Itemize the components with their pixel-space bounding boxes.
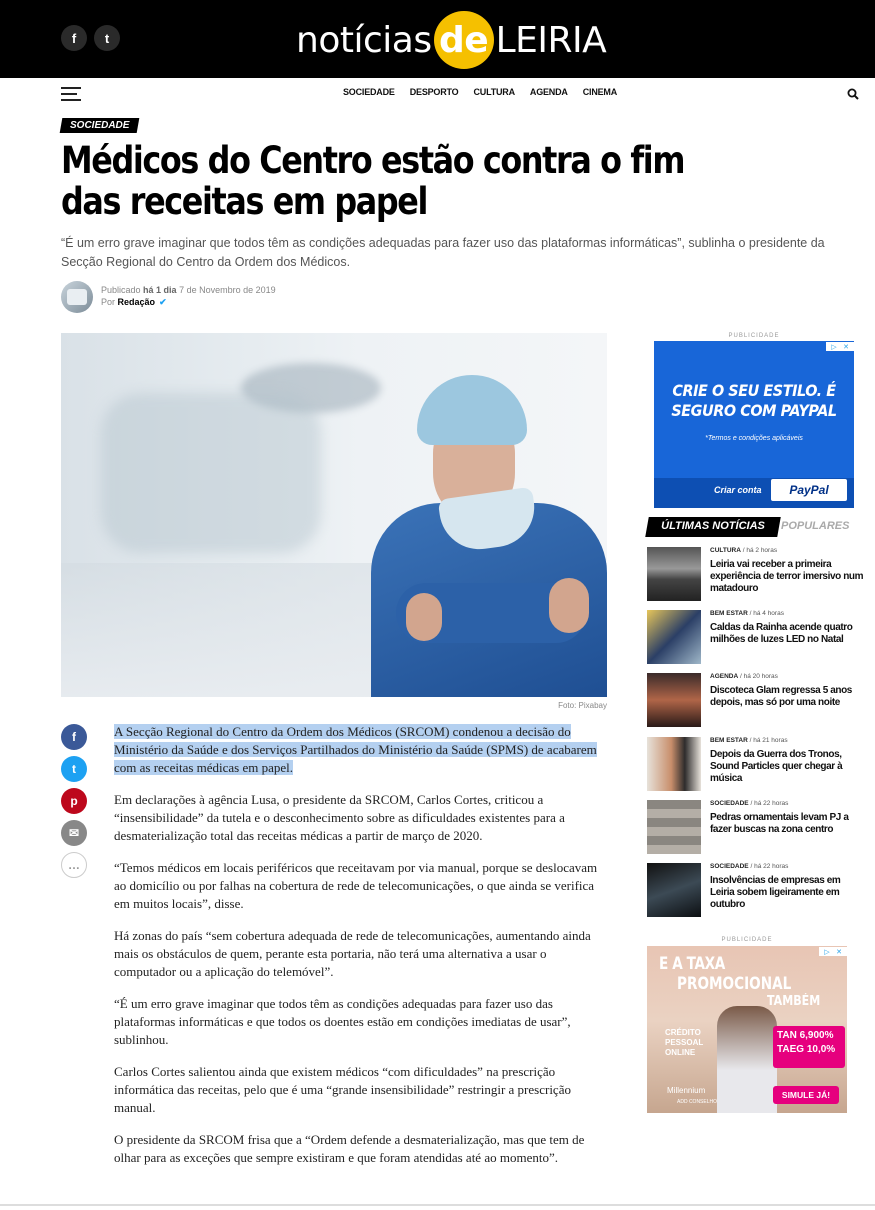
article-meta bbox=[101, 284, 276, 308]
news-thumbnail[interactable] bbox=[647, 610, 701, 664]
list-item[interactable] bbox=[647, 547, 867, 601]
paypal-logo: PayPal bbox=[771, 479, 847, 501]
ad-close-icon[interactable]: ✕ bbox=[831, 947, 847, 956]
paragraph-3: “Temos médicos em locais periféricos que receitavam por via manual, porque se deslocavam ao domicílio ou por falhas na cobertura de rede de telecomunicações, o que ainda se verifica em muitos locais”, disse. bbox=[114, 860, 598, 911]
published-relative: há 1 dia bbox=[143, 285, 177, 295]
news-title[interactable]: Discoteca Glam regressa 5 anos depois, mas só por uma noite bbox=[710, 685, 852, 708]
category-badge[interactable]: SOCIEDADE bbox=[60, 118, 140, 133]
menu-icon[interactable] bbox=[61, 87, 81, 101]
logo-de: de bbox=[434, 11, 494, 69]
nav-item-cultura[interactable]: CULTURA bbox=[473, 87, 515, 97]
paragraph-5: “É um erro grave imaginar que todos têm as condições adequadas para fazer uso das plataformas informáticas e que todos os doentes estão em condições imediatas de usar”, sublinhou. bbox=[114, 996, 571, 1047]
ad-label: PUBLICIDADE bbox=[728, 333, 780, 339]
image-caption: Foto: Pixabay bbox=[558, 701, 607, 710]
ad-credit-text: CRÉDITO PESSOAL ONLINE bbox=[665, 1028, 704, 1057]
ad-headline-3: TAMBÉM bbox=[767, 994, 821, 1009]
paragraph-1: A Secção Regional do Centro da Ordem dos Médicos (SRCOM) condenou a decisão do Ministério da Saúde e dos Serviços Partilhados do Ministério da Saúde (SPMS) de acabarem com as receitas médicas em papel. bbox=[114, 724, 597, 775]
sidebar-tabs bbox=[647, 517, 857, 539]
news-title[interactable]: Leiria vai receber a primeira experiência de terror imersivo num matadouro bbox=[710, 559, 864, 594]
tab-ultimas-noticias[interactable]: ÚLTIMAS NOTÍCIAS bbox=[645, 517, 780, 537]
divider bbox=[0, 1204, 875, 1206]
paragraph-7: O presidente da SRCOM frisa que a “Ordem defende a desmaterialização, mas que tem de olhar para as exceções que sempre existiram e que foram atendidas até ao momento”. bbox=[114, 1132, 585, 1165]
main-nav bbox=[0, 78, 875, 110]
list-item[interactable] bbox=[647, 863, 867, 917]
article-subtitle: “É um erro grave imaginar que todos têm as condições adequadas para fazer uso das plataformas informáticas”, sublinha o presidente da Secção Regional do Centro da Ordem dos Médicos. bbox=[61, 236, 825, 269]
author-twitter-icon[interactable]: ✔ bbox=[159, 297, 167, 307]
news-title[interactable]: Pedras ornamentais levam PJ a fazer buscas na zona centro bbox=[710, 812, 849, 835]
ad-headline-2: PROMOCIONAL bbox=[677, 974, 792, 994]
nav-item-desporto[interactable]: DESPORTO bbox=[409, 87, 459, 97]
ad-cta[interactable]: Criar conta bbox=[714, 485, 762, 495]
news-thumbnail[interactable] bbox=[647, 863, 701, 917]
search-icon[interactable] bbox=[847, 88, 859, 100]
site-header bbox=[0, 0, 875, 78]
share-pinterest-icon[interactable]: p bbox=[61, 788, 87, 814]
twitter-icon[interactable]: t bbox=[94, 25, 120, 51]
ad-terms: *Termos e condições aplicáveis bbox=[705, 435, 803, 442]
list-item[interactable] bbox=[647, 673, 867, 727]
list-item[interactable] bbox=[647, 737, 867, 791]
ad-info-icon[interactable]: ▷ bbox=[826, 342, 842, 351]
news-title[interactable]: Depois da Guerra dos Tronos, Sound Particles quer chegar à música bbox=[710, 749, 843, 784]
ad-info-icon[interactable]: ▷ bbox=[819, 947, 835, 956]
article-body bbox=[114, 723, 607, 1181]
by-label: Por bbox=[101, 297, 116, 307]
published-label: Publicado bbox=[101, 285, 141, 295]
list-item[interactable] bbox=[647, 800, 867, 854]
site-logo[interactable] bbox=[296, 12, 606, 68]
ad-rates: TAN 6,900% TAEG 10,0% bbox=[773, 1026, 845, 1068]
nav-item-agenda[interactable]: AGENDA bbox=[529, 87, 568, 97]
comments-icon[interactable]: … bbox=[61, 852, 87, 878]
news-thumbnail[interactable] bbox=[647, 673, 701, 727]
article-title: Médicos do Centro estão contra o fim das receitas em papel bbox=[61, 139, 685, 223]
nav-item-cinema[interactable]: CINEMA bbox=[582, 87, 618, 97]
article-hero-image bbox=[61, 333, 607, 697]
ad-close-icon[interactable]: ✕ bbox=[838, 342, 854, 351]
news-thumbnail[interactable] bbox=[647, 547, 701, 601]
news-title[interactable]: Insolvências de empresas em Leiria sobem ligeiramente em outubro bbox=[710, 875, 841, 910]
logo-prefix: notícias bbox=[296, 19, 432, 61]
tab-populares[interactable]: POPULARES bbox=[781, 520, 850, 532]
list-item[interactable] bbox=[647, 610, 867, 664]
share-email-icon[interactable]: ✉ bbox=[61, 820, 87, 846]
share-facebook-icon[interactable]: f bbox=[61, 724, 87, 750]
news-category: SOCIEDADE / há 22 horas bbox=[710, 800, 789, 807]
logo-suffix: LEIRIA bbox=[495, 19, 607, 61]
news-category: BEM ESTAR / há 21 horas bbox=[710, 737, 788, 744]
ad-headline: CRIE O SEU ESTILO. É SEGURO COM PAYPAL bbox=[671, 381, 837, 420]
ad-brand-sub: ADD CONSELHO bbox=[677, 1099, 718, 1105]
ad-simulate-button[interactable]: SIMULE JÁ! bbox=[773, 1086, 839, 1104]
facebook-icon[interactable]: f bbox=[61, 25, 87, 51]
news-category: SOCIEDADE / há 22 horas bbox=[710, 863, 789, 870]
news-title[interactable]: Caldas da Rainha acende quatro milhões de luzes LED no Natal bbox=[710, 622, 853, 645]
share-twitter-icon[interactable]: t bbox=[61, 756, 87, 782]
news-category: CULTURA / há 2 horas bbox=[710, 547, 778, 554]
paragraph-2: Em declarações à agência Lusa, o presidente da SRCOM, Carlos Cortes, criticou a “insensibilidade” da tutela e o desconhecimento sobre as dificuldades existentes para a desmaterialização total das receitas médicas a partir de março de 2020. bbox=[114, 792, 565, 843]
news-thumbnail[interactable] bbox=[647, 800, 701, 854]
author-avatar[interactable] bbox=[61, 281, 93, 313]
paragraph-6: Carlos Cortes salientou ainda que existem médicos “com dificuldades” na prescrição informática das receitas, pelo que é uma “grande insensibilidade” restringir a prescrição manual. bbox=[114, 1064, 571, 1115]
paragraph-4: Há zonas do país “sem cobertura adequada de rede de telecomunicações, aumentando ainda mais os obstáculos de quem, perante esta portaria, não terá uma alternativa a usar o computador ou a aplicação do telemóvel”. bbox=[114, 928, 591, 979]
nav-item-sociedade[interactable]: SOCIEDADE bbox=[343, 87, 395, 97]
news-category: AGENDA / há 20 horas bbox=[710, 673, 778, 680]
ad-label: PUBLICIDADE bbox=[721, 937, 773, 943]
news-category: BEM ESTAR / há 4 horas bbox=[710, 610, 784, 617]
author-name[interactable]: Redação bbox=[117, 297, 156, 307]
ad-brand: Millennium bbox=[667, 1086, 706, 1095]
published-date: 7 de Novembro de 2019 bbox=[179, 285, 276, 295]
ad-headline-1: E A TAXA bbox=[659, 954, 725, 974]
paypal-ad[interactable] bbox=[654, 341, 854, 508]
millennium-ad[interactable] bbox=[647, 946, 847, 1113]
news-thumbnail[interactable] bbox=[647, 737, 701, 791]
